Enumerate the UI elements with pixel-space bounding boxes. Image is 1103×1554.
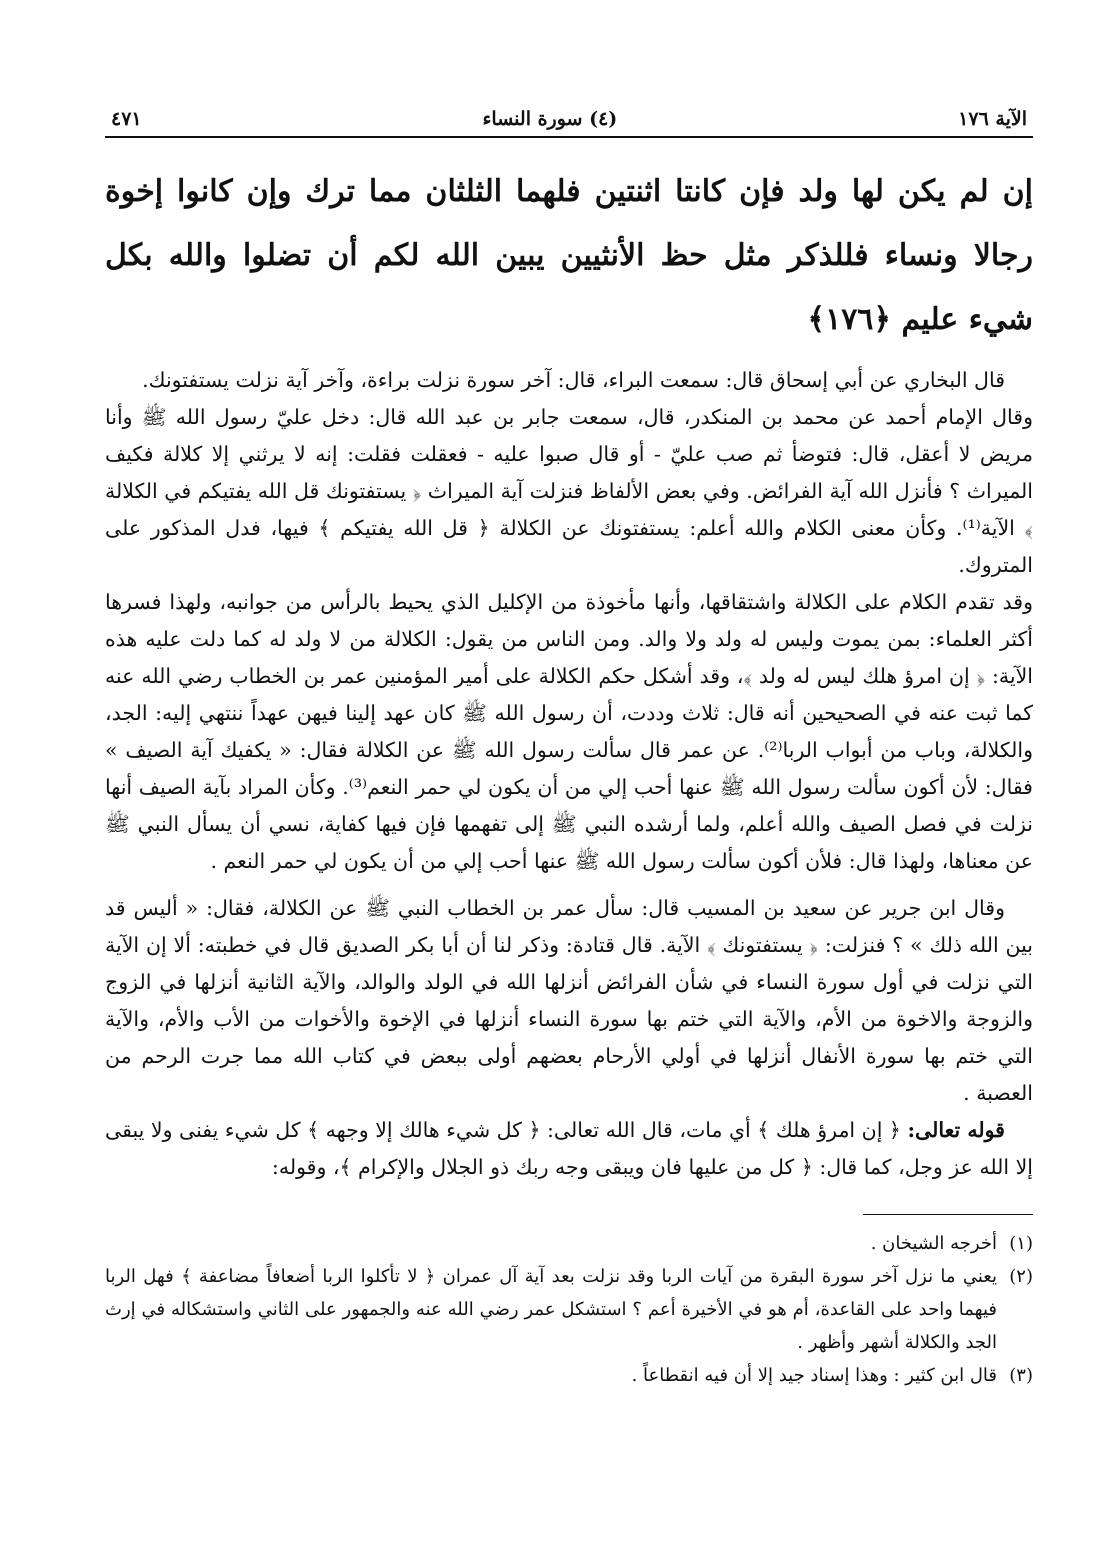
paragraph-3: وقد تقدم الكلام على الكلالة واشتقاقها، وأنها مأخوذة من الإكليل الذي يحيط بالرأس من جوانبه، ولهذا فسرها أكثر العلماء: بمن يموت وليس له ولد ولا والد. ومن الناس من يقول: الكلالة من لا ولد له كما دلت عليه هذه الآية: ﴿ إن امرؤ هلك ليس له ولد ﴾، وقد أشكل حكم الكلالة على أمير المؤمنين عمر بن الخطاب رضي الله عنه كما ثبت عنه في الصحيحين أنه قال: ثلاث وددت، أن رسول الله ﷺ كان عهد إلينا فيهن عهداً ننتهي إليه: الجد، والكلالة، وباب من أبواب الربا⁽²⁾. عن عمر قال سألت رسول الله ﷺ عن الكلالة فقال: « يكفيك آية الصيف » فقال: لأن أكون سألت رسول الله ﷺ عنها أحب إلي من أن يكون لي حمر النعم⁽³⁾. وكأن المراد بآية الصيف أنها نزلت في فصل الصيف والله أعلم، ولما أرشده النبي ﷺ إلى تفهمها فإن فيها كفاية، نسي أن يسأل النبي ﷺ عن معناها، ولهذا قال: فلأن أكون سألت رسول الله ﷺ عنها أحب إلي من أن يكون لي حمر النعم . (105, 590, 1033, 873)
commentary-body (105, 362, 1033, 1186)
surah-title: (٤) سورة النساء (482, 108, 618, 130)
paragraph-2: وقال الإمام أحمد عن محمد بن المنكدر، قال، سمعت جابر بن عبد الله قال: دخل عليّ رسول الله ﷺ وأنا مريض لا أعقل، قال: فتوضأ ثم صب عليّ - أو قال صبوا عليه - فعقلت فقلت: إنه لا يرثني إلا كلالة فكيف الميراث ؟ فأنزل الله آية الفرائض. وفي بعض الألفاظ فنزلت آية الميراث ﴿ يستفتونك قل الله يفتيكم في الكلالة ﴾ الآية⁽¹⁾. وكأن معنى الكلام والله أعلم: يستفتونك عن الكلالة ﴿ قل الله يفتيكم ﴾ فيها، فدل المذكور على المتروك. (105, 405, 1033, 577)
quran-verse: إن لم يكن لها ولد فإن كانتا اثنتين فلهما الثلثان مما ترك وإن كانوا إخوة رجالا ونساء فللذكر مثل حظ الأنثيين يبين الله لكم أن تضلوا والله بكل شيء عليم ﴿١٧٦﴾ (105, 174, 1033, 337)
footnote-number: (٢) (1009, 1266, 1033, 1287)
verse-reference: الآية ١٧٦ (958, 108, 1027, 130)
footnote-number: (١) (1009, 1233, 1033, 1254)
page-number: ٤٧١ (111, 108, 142, 130)
footnote-text: قال ابن كثير : وهذا إسناد جيد إلا أن فيه انقطاعاً . (631, 1365, 997, 1386)
footnote-divider (863, 1214, 1033, 1215)
footnote (105, 1227, 1033, 1260)
page-header (105, 108, 1033, 138)
paragraph-5 (105, 1112, 1033, 1186)
footnote-text: يعني ما نزل آخر سورة البقرة من آيات الربا وقد نزلت بعد آية آل عمران ﴿ لا تأكلوا الربا أضعافاً مضاعفة ﴾ فهل الربا فيهما واحد على القاعدة، أم هو في الأخيرة أعم ؟ استشكل عمر رضي الله عنه والجمهور على الثاني واستشكاله في إرث الجد والكلالة أشهر وأظهر . (105, 1266, 997, 1353)
footnote-number: (٣) (1009, 1365, 1033, 1386)
paragraph-1: قال البخاري عن أبي إسحاق قال: سمعت البراء، قال: آخر سورة نزلت براءة، وآخر آية نزلت يستفتونك. (142, 368, 1005, 392)
footnote (105, 1260, 1033, 1359)
footnote-text: أخرجه الشيخان . (870, 1233, 997, 1254)
paragraph-text: ﴿ إن امرؤ هلك ﴾ أي مات، قال الله تعالى: ﴿ كل شيء هالك إلا وجهه ﴾ كل شيء يفنى ولا يبقى إلا الله عز وجل، كما قال: ﴿ كل من عليها فان ويبقى وجه ربك ذو الجلال والإكرام ﴾، وقوله: (105, 1118, 1033, 1179)
paragraph-lead: قوله تعالى: (907, 1118, 1005, 1142)
footnotes (105, 1227, 1033, 1392)
paragraph-4: وقال ابن جرير عن سعيد بن المسيب قال: سأل عمر بن الخطاب النبي ﷺ عن الكلالة، فقال: « أليس قد بين الله ذلك » ؟ فنزلت: ﴿ يستفتونك ﴾ الآية. قال قتادة: وذكر لنا أن أبا بكر الصديق قال في خطبته: ألا إن الآية التي نزلت في أول سورة النساء في شأن الفرائض أنزلها الله في الولد والوالد، والآية الثانية أنزلها في الزوج والزوجة والاخوة من الأم، والآية التي ختم بها سورة النساء أنزلها في الإخوة والأخوات من الأب والأم، والآية التي ختم بها سورة الأنفال أنزلها في أولي الأرحام بعضهم أولى ببعض في كتاب الله مما جرت الرحم من العصبة . (105, 896, 1033, 1105)
footnote (105, 1359, 1033, 1392)
